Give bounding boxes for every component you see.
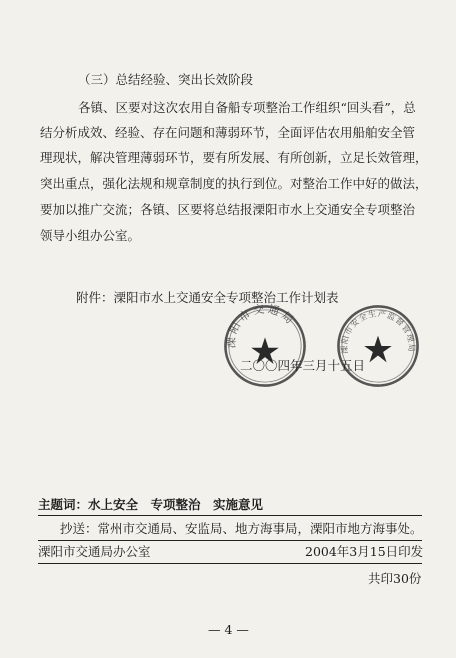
page-number: — 4 —	[208, 622, 249, 637]
paragraph-line: 要加以推广交流；各镇、区要将总结报溧阳市水上交通安全专项整治	[40, 202, 416, 217]
subject-words: 主题词：水上安全 专项整治 实施意见	[38, 497, 264, 512]
paragraph-line: 各镇、区要对这次农用自备船专项整治工作组织“回头看”，总	[78, 100, 416, 115]
seal-text: 溧阳市交通局	[224, 303, 298, 349]
svg-text:溧阳市交通局	[225, 303, 298, 349]
divider	[38, 563, 422, 564]
section-heading: （三）总结经验、突出长效阶段	[78, 72, 254, 87]
copies-count: 共印30份	[368, 571, 422, 586]
official-seal-icon	[222, 303, 308, 389]
issuer: 溧阳市交通局办公室	[38, 544, 151, 559]
paragraph-line: 突出重点，强化法规和规章制度的执行到位。对整治工作中好的做法，	[40, 176, 428, 191]
attachment-line: 附件：溧阳市水上交通安全专项整治工作计划表	[76, 290, 339, 305]
divider	[38, 515, 422, 516]
paragraph-line: 理现状，解决管理薄弱环节，要有所发展、有所创新，立足长效管理，	[40, 150, 428, 165]
cc-line: 抄送：常州市交通局、安监局、地方海事局，溧阳市地方海事处。	[60, 521, 423, 536]
official-seal-icon	[335, 303, 421, 389]
issue-date: 2004年3月15日印发	[305, 544, 424, 559]
divider	[38, 540, 422, 541]
paragraph-line: 结分析成效、经验、存在问题和薄弱环节，全面评估农用船舶安全管	[40, 125, 416, 140]
paragraph-line: 领导小组办公室。	[40, 228, 141, 243]
document-date: 二〇〇四年三月十五日	[240, 358, 366, 373]
seal-text: 溧阳市安全生产监督管理局	[338, 308, 418, 355]
